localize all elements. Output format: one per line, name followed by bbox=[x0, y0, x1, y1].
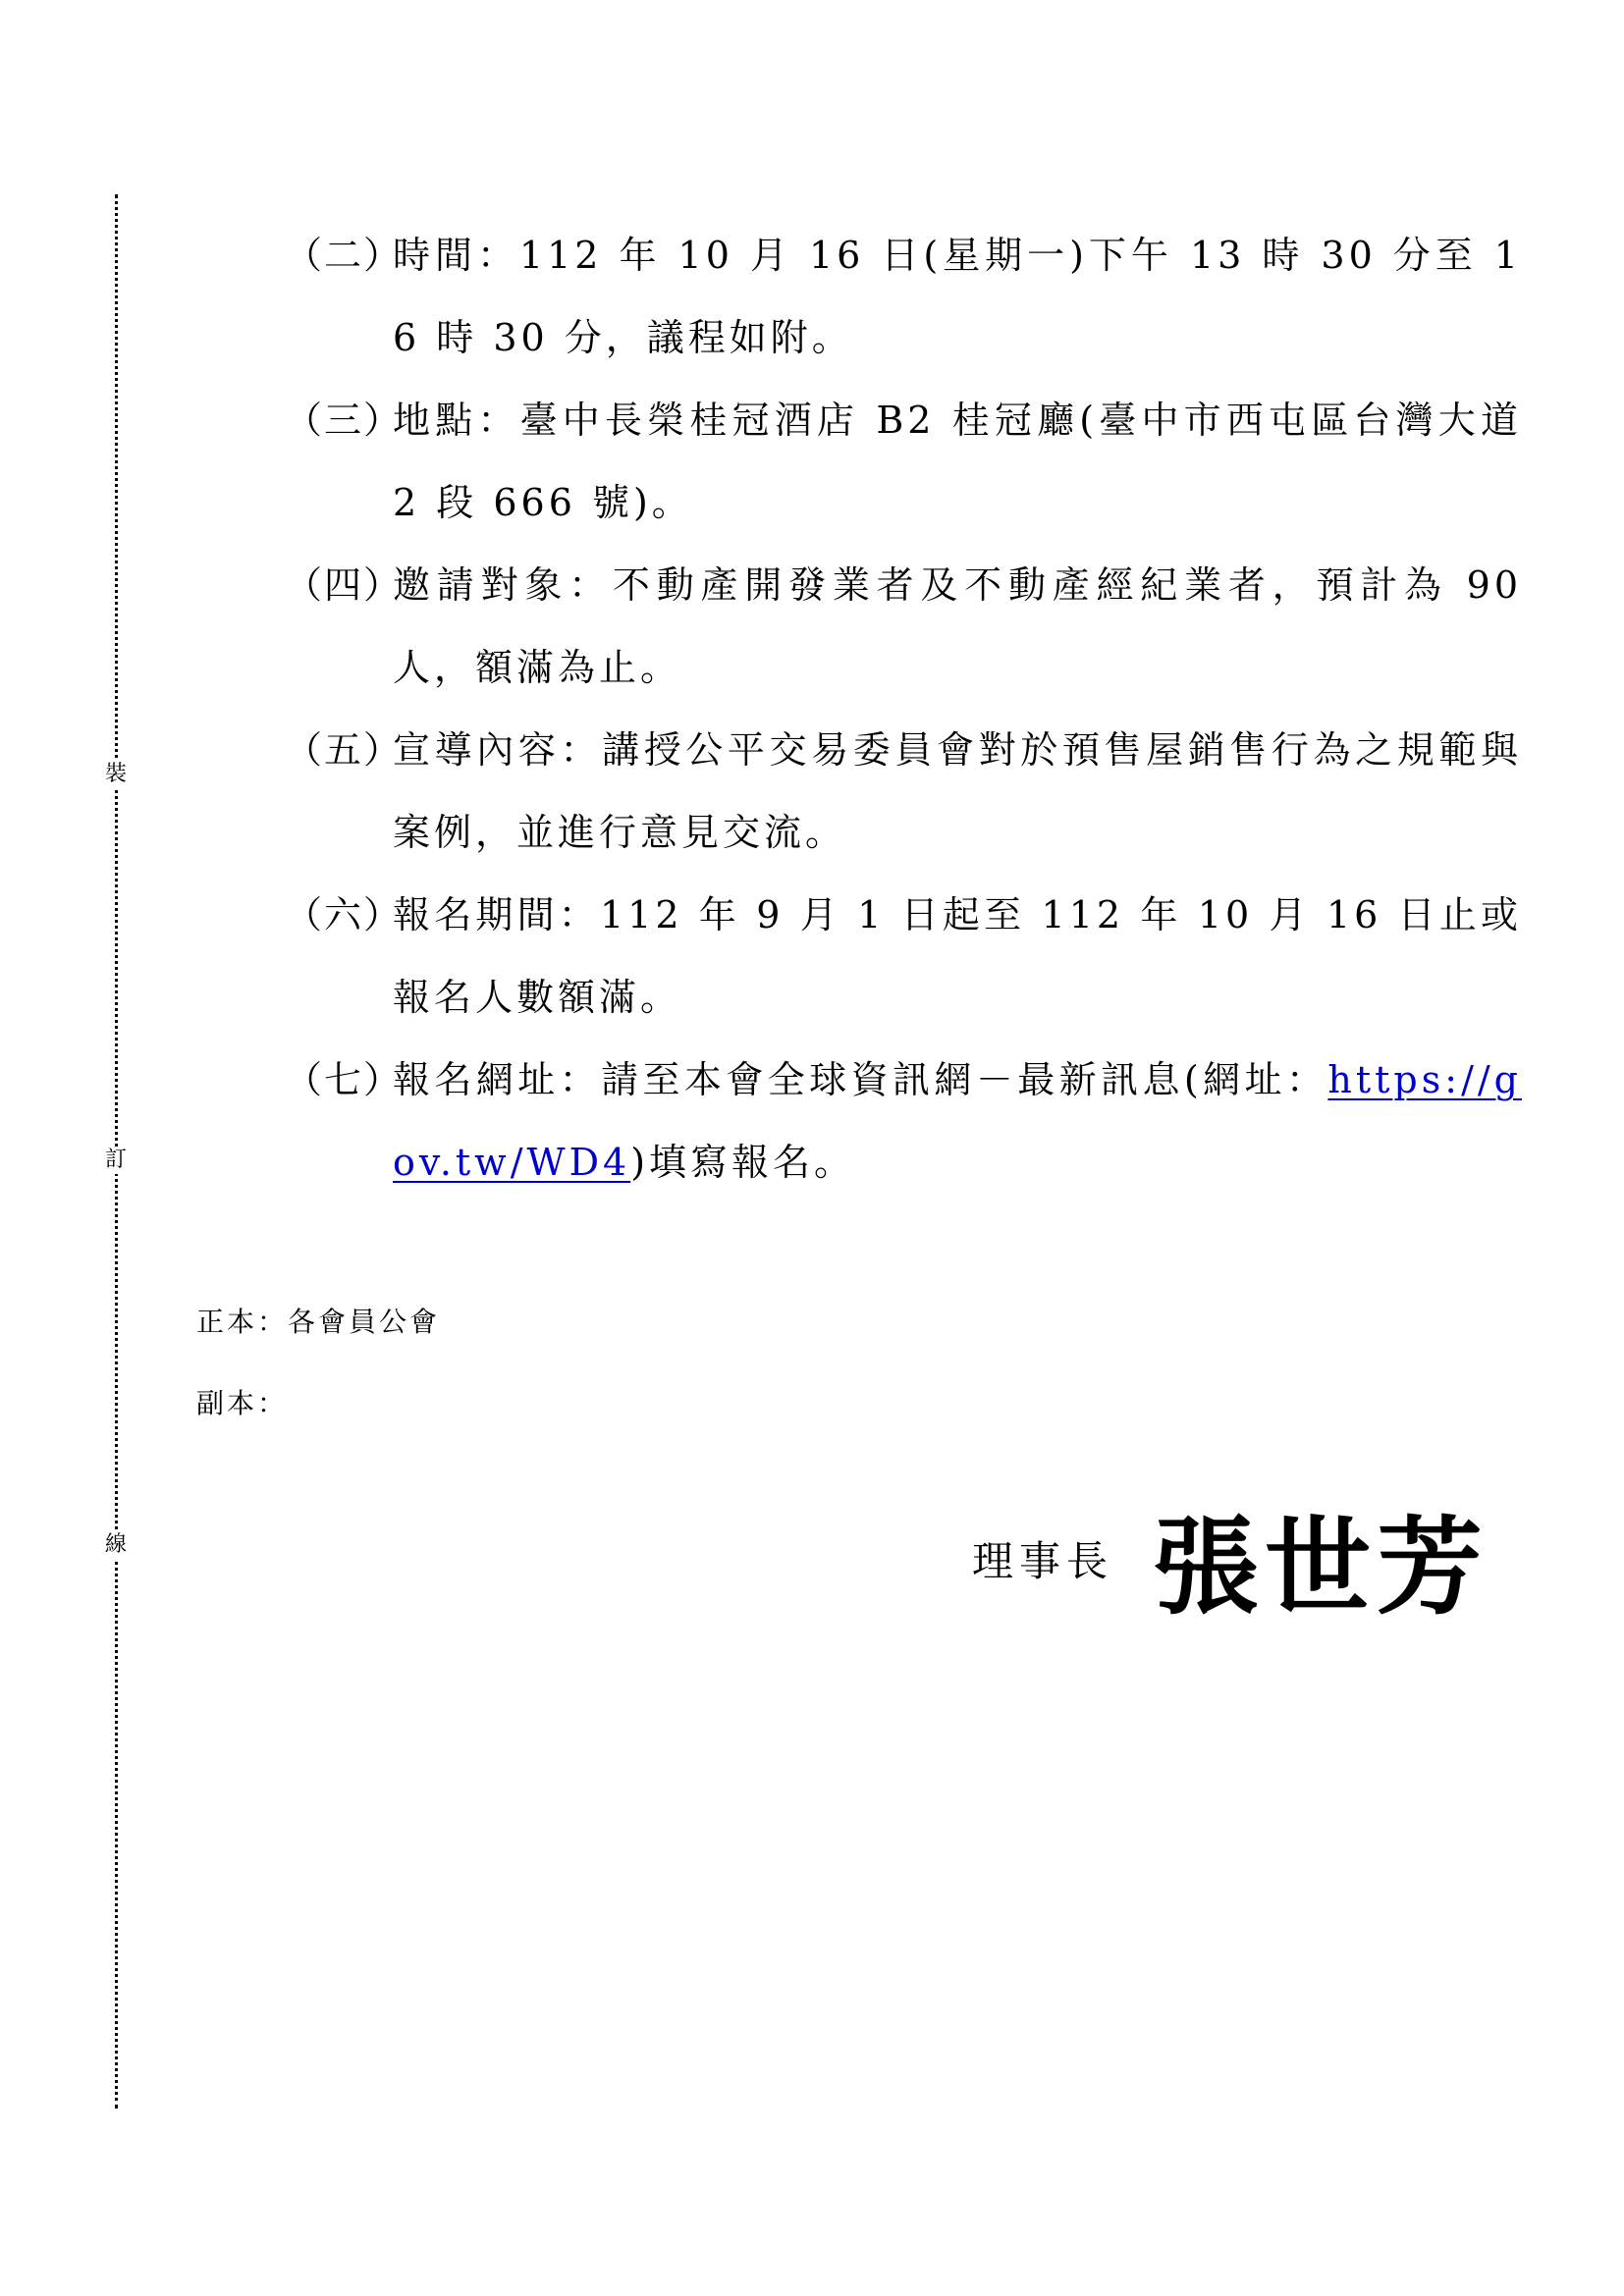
item-number: （六） bbox=[285, 893, 404, 936]
item-number: （三） bbox=[285, 399, 404, 442]
item-registration-period bbox=[285, 874, 1522, 1039]
item-text bbox=[393, 1039, 1522, 1203]
url-intro-text: 報名網址：請至本會全球資訊網－最新訊息(網址： bbox=[393, 1058, 1328, 1101]
item-number: （五） bbox=[285, 728, 404, 772]
item-text: 邀請對象：不動產開發業者及不動產經紀業者，預計為 90 人，額滿為止。 bbox=[393, 563, 1522, 689]
item-text: 時間：112 年 10 月 16 日(星期一)下午 13 時 30 分至 16 時 30 分，議程如附。 bbox=[393, 234, 1522, 359]
signature-block bbox=[972, 1482, 1489, 1634]
document-body bbox=[285, 214, 1522, 1203]
binding-char-xian: 線 bbox=[102, 1531, 130, 1559]
registration-link[interactable]: https://gov.tw/WD4 bbox=[393, 1058, 1522, 1184]
item-audience bbox=[285, 544, 1522, 709]
item-text: 宣導內容：講授公平交易委員會對於預售屋銷售行為之規範與案例，並進行意見交流。 bbox=[393, 728, 1522, 854]
item-text: 報名期間：112 年 9 月 1 日起至 112 年 10 月 16 日止或報名人數額滿。 bbox=[393, 893, 1522, 1019]
signature-name: 張世芳 bbox=[1153, 1506, 1489, 1629]
item-time bbox=[285, 214, 1522, 379]
item-location bbox=[285, 379, 1522, 544]
item-number: （四） bbox=[285, 563, 404, 607]
binding-char-zhuang: 裝 bbox=[102, 761, 130, 788]
signature-title: 理事長 bbox=[972, 1536, 1114, 1585]
binding-char-ding: 訂 bbox=[102, 1147, 130, 1174]
distribution-main: 正本：各會員公會 bbox=[196, 1306, 441, 1338]
item-number: （七） bbox=[285, 1058, 404, 1101]
item-content bbox=[285, 709, 1522, 874]
distribution-copy: 副本： bbox=[196, 1387, 289, 1419]
item-registration-url bbox=[285, 1039, 1522, 1203]
item-text: 地點：臺中長榮桂冠酒店 B2 桂冠廳(臺中市西屯區台灣大道 2 段 666 號)。 bbox=[393, 399, 1522, 524]
item-number: （二） bbox=[285, 234, 404, 277]
url-outro-text: )填寫報名。 bbox=[630, 1141, 856, 1184]
